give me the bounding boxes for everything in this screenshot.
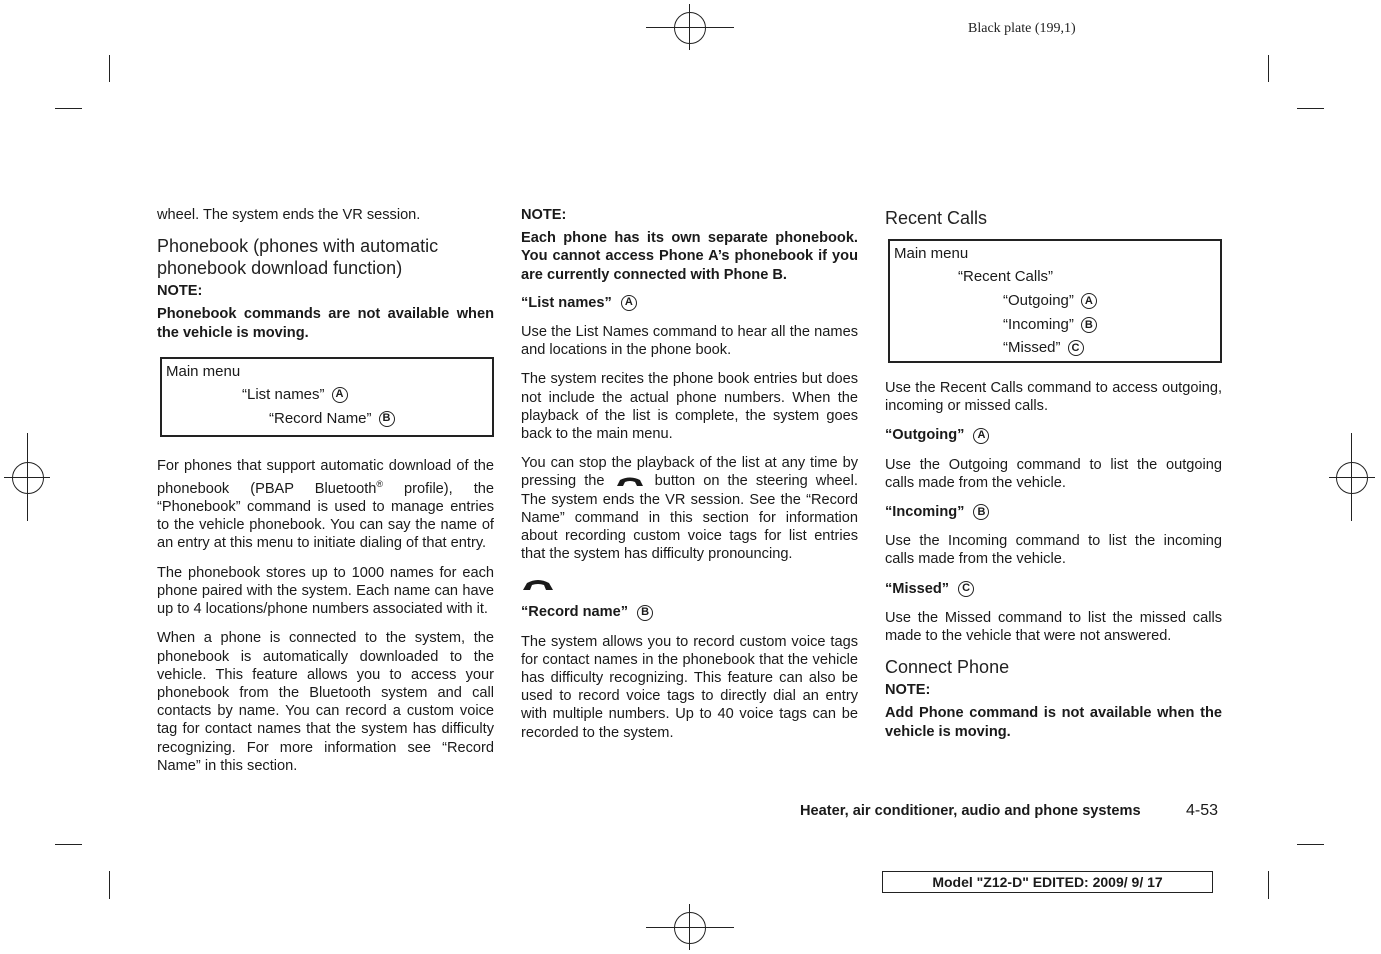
paragraph-storage: The phonebook stores up to 1000 names for each phone paired with the system. Each name can have up to 4 locations/phone numbers associated with it. bbox=[157, 564, 494, 618]
menu-record-name-label: “Record Name” bbox=[269, 409, 372, 427]
menu-list-names bbox=[242, 386, 348, 404]
badge-b-icon: B bbox=[637, 605, 653, 621]
command-incoming: “Incoming” B bbox=[885, 503, 1222, 521]
paragraph-record-name: The system allows you to record custom voice tags for contact names in the phonebook that the vehicle has difficulty recognizing. This feature can also be used to record voice tags to directly dial an entry with multiple numbers. Up to 40 voice tags can be recorded to the system. bbox=[521, 633, 858, 741]
phonebook-menu-diagram bbox=[160, 357, 494, 437]
page-number: 4-53 bbox=[1186, 802, 1219, 819]
badge-a-icon: A bbox=[332, 387, 348, 403]
badge-a-icon: A bbox=[973, 428, 989, 444]
command-missed: “Missed” C bbox=[885, 580, 1222, 598]
paragraph-auto-download: When a phone is connected to the system, the phonebook is automatically downloaded to the vehicle. This feature allows you to access your phonebook from the Bluetooth system and call contacts by name. You can record a custom voice tag for contact names that the system has difficulty recognizing. For more information see “Record Name” in this section. bbox=[157, 630, 494, 774]
section-heading-connect-phone: Connect Phone bbox=[885, 657, 1010, 678]
phone-handset-icon bbox=[613, 475, 647, 489]
paragraph-stop-playback: You can stop the playback of the list at any time by pressing the button on the steering wheel. The system ends the VR session. See the “Record Name” command in this section for information about recording custom voice tags for list entries that the system has difficulty pronouncing. bbox=[521, 455, 858, 563]
section-heading-recent-calls: Recent Calls bbox=[885, 208, 988, 228]
column-left bbox=[157, 206, 494, 786]
menu-list-names-label: “List names” bbox=[242, 385, 325, 403]
phone-icon-row bbox=[521, 575, 858, 597]
badge-a-icon: A bbox=[1081, 293, 1097, 309]
command-record-name: “Record name” B bbox=[521, 603, 858, 621]
paragraph-recites: The system recites the phone book entries but does not include the actual phone numbers. When the playback of the list is complete, the system goes back to the main menu. bbox=[521, 371, 858, 443]
menu-missed: “Missed” C bbox=[1003, 339, 1084, 357]
footer-section-title: Heater, air conditioner, audio and phone systems bbox=[800, 803, 1141, 819]
badge-a-icon: A bbox=[621, 295, 637, 311]
note-text: Add Phone command is not available when the vehicle is moving. bbox=[885, 705, 1222, 740]
badge-c-icon: C bbox=[958, 581, 974, 597]
badge-c-icon: C bbox=[1068, 340, 1084, 356]
plate-label: Black plate (199,1) bbox=[968, 21, 1076, 36]
paragraph-outgoing: Use the Outgoing command to list the outgoing calls made from the vehicle. bbox=[885, 456, 1222, 491]
paragraph-pbap: For phones that support automatic download of the phonebook (PBAP Bluetooth® profile), the “Phonebook” command is used to manage entries to the vehicle phonebook. You can say the name of an entry at this menu to initiate dialing of that entry. bbox=[157, 457, 494, 552]
continued-text: wheel. The system ends the VR session. bbox=[157, 207, 421, 223]
badge-b-icon: B bbox=[1081, 317, 1097, 333]
model-edited-box: Model "Z12-D" EDITED: 2009/ 9/ 17 bbox=[882, 871, 1213, 893]
section-heading-phonebook: Phonebook (phones with automatic phonebook download function) bbox=[157, 236, 439, 279]
column-right bbox=[885, 206, 1222, 752]
menu-main-label: Main menu bbox=[166, 362, 241, 380]
note-label: NOTE: bbox=[157, 283, 203, 300]
menu-outgoing: “Outgoing” A bbox=[1003, 292, 1097, 310]
paragraph-recent-calls: Use the Recent Calls command to access outgoing, incoming or missed calls. bbox=[885, 380, 1222, 415]
paragraph-list-names: Use the List Names command to hear all the names and locations in the phone book. bbox=[521, 324, 858, 359]
note-text: Phonebook commands are not available when the vehicle is moving. bbox=[157, 306, 494, 341]
recent-calls-menu-diagram bbox=[888, 239, 1222, 363]
menu-incoming: “Incoming” B bbox=[1003, 316, 1097, 334]
paragraph-incoming: Use the Incoming command to list the incoming calls made from the vehicle. bbox=[885, 533, 1222, 568]
badge-b-icon: B bbox=[973, 504, 989, 520]
menu-record-name bbox=[269, 410, 395, 428]
badge-b-icon: B bbox=[379, 411, 395, 427]
phone-handset-icon bbox=[521, 577, 555, 593]
command-outgoing: “Outgoing” A bbox=[885, 426, 1222, 444]
menu-recent-calls-label: “Recent Calls” bbox=[958, 268, 1054, 285]
paragraph-missed: Use the Missed command to list the missed calls made to the vehicle that were not answered. bbox=[885, 609, 1222, 645]
command-list-names: “List names” A bbox=[521, 294, 858, 312]
note-label: NOTE: bbox=[885, 682, 931, 699]
column-middle bbox=[521, 206, 858, 753]
note-label: NOTE: bbox=[521, 207, 567, 223]
menu-main-label: Main menu bbox=[894, 245, 969, 262]
note-text: Each phone has its own separate phonebook. You cannot access Phone A’s phonebook if you are currently connected with Phone B. bbox=[521, 230, 858, 283]
